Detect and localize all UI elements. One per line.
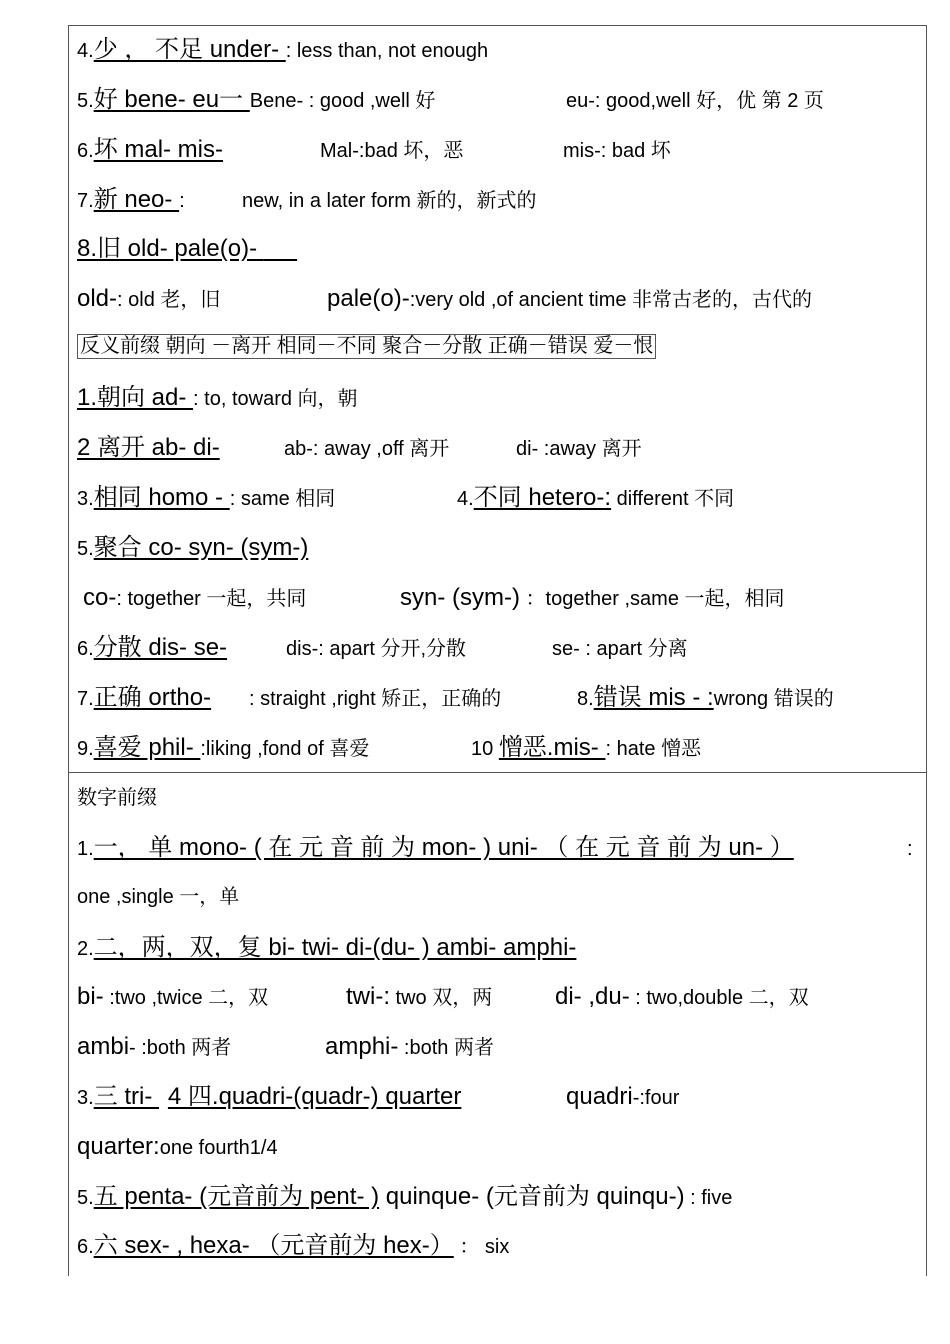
- antonym-heading: [77, 334, 656, 359]
- antonym-heading-box: 反义前缀 朝向 －离开 相同－不同 聚合－分散 正确－错误 爱－恨: [77, 334, 656, 359]
- prefix-line-ortho: 7.正确 ortho- : straight ,right 矫正，正确的 8.错误 mis - :wrong 错误的: [77, 684, 834, 711]
- prefix-line-co: 5.聚合 co- syn- (sym-): [77, 534, 309, 561]
- prefix-line-quarter-def: quarter:one fourth1/4: [77, 1133, 278, 1160]
- prefix-line-penta: 5.五 penta- (元音前为 pent- ) quinque- (元音前为 quinqu-) : five: [77, 1183, 733, 1210]
- prefix-line-tri: 3.三 tri- 4 四.quadri-(quadr-) quarter quadri-:four: [77, 1083, 680, 1110]
- prefix-line-dis: 6.分散 dis- se- dis-: apart 分开,分散 se- : apart 分离: [77, 634, 688, 661]
- prefix-line-ad: 1.朝向 ad- : to, toward 向，朝: [77, 384, 358, 411]
- prefix-line-old-def: old-: old 老，旧 pale(o)-:very old ,of ancient time 非常古老的，古代的: [77, 285, 813, 312]
- section-divider: [68, 772, 926, 773]
- prefix-line-bi: 2.二，两，双，复 bi- twi- di-(du- ) ambi- amphi-: [77, 934, 577, 961]
- numeric-heading: 数字前缀: [77, 787, 157, 809]
- prefix-line-bene: 5.好 bene- eu一 Bene- : good ,well 好 eu-: good,well 好，优 第 2 页: [77, 86, 824, 113]
- prefix-line-mono: 1.一， 单 mono- ( 在 元 音 前 为 mon- ) uni- （ 在 元 音 前 为 un- ） :: [77, 834, 913, 861]
- prefix-line-ambi-def: ambi- :both 两者 amphi- :both 两者: [77, 1033, 494, 1060]
- prefix-line-under: 4.少 ， 不足 under- : less than, not enough: [77, 36, 489, 63]
- prefix-line-neo: 7.新 neo- : new, in a later form 新的，新式的: [77, 186, 537, 213]
- prefix-line-ab: 2 离开 ab- di- ab-: away ,off 离开 di- :away 离开: [77, 434, 642, 461]
- prefix-line-mal: 6.坏 mal- mis- Mal-:bad 坏，恶 mis-: bad 坏: [77, 136, 671, 163]
- prefix-line-mono-def: one ,single 一，单: [77, 886, 240, 908]
- prefix-line-homo: 3.相同 homo - : same 相同 4.不同 hetero-: different 不同: [77, 484, 735, 511]
- prefix-line-old: 8.旧 old- pale(o)-: [77, 235, 264, 262]
- prefix-line-bi-def: bi- :two ,twice 二，双 twi-: two 双，两 di- ,du- : two,double 二，双: [77, 983, 809, 1010]
- prefix-line-sex: 6.六 sex- , hexa- （元音前为 hex-） ： six: [77, 1232, 510, 1259]
- prefix-line-co-def: co-: together 一起，共同 syn- (sym-) ：together ,same 一起，相同: [83, 584, 785, 611]
- prefix-line-phil: 9.喜爱 phil- :liking ,fond of 喜爱 10 憎恶.mis- : hate 憎恶: [77, 734, 702, 761]
